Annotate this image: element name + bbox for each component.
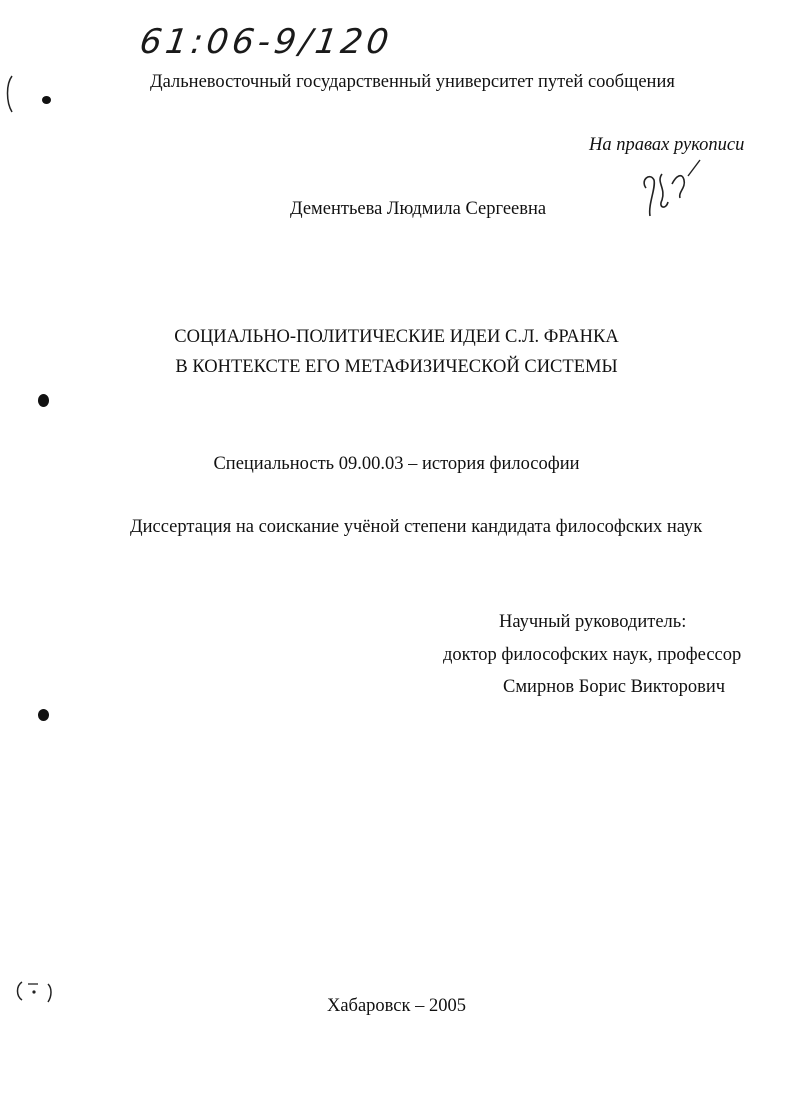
title-line-1: СОЦИАЛЬНО-ПОЛИТИЧЕСКИЕ ИДЕИ С.Л. ФРАНКА <box>174 327 619 347</box>
rights-note: На правах рукописи <box>589 135 745 155</box>
advisor-name: Смирнов Борис Викторович <box>503 677 726 697</box>
scan-mark-bottom <box>12 978 58 1013</box>
city-year: Хабаровск – 2005 <box>326 996 467 1016</box>
scan-mark-dot-3 <box>38 709 49 721</box>
title-line-2: В КОНТЕКСТЕ ЕГО МЕТАФИЗИЧЕСКОЙ СИСТЕМЫ <box>175 357 618 377</box>
scan-mark-dot-2 <box>38 394 49 407</box>
university-name: Дальневосточный государственный университет путей сообщения <box>150 72 675 92</box>
signature <box>636 158 706 222</box>
advisor-degree: доктор философских наук, профессор <box>443 645 742 665</box>
degree-statement: Диссертация на соискание учёной степени кандидата философских наук <box>130 517 703 537</box>
archive-code-handwritten: 61:06-9/120 <box>137 22 396 62</box>
advisor-label: Научный руководитель: <box>499 612 687 632</box>
scan-mark-dot-1 <box>42 96 51 104</box>
author-name: Дементьева Людмила Сергеевна <box>290 199 547 219</box>
specialty: Специальность 09.00.03 – история философии <box>213 454 580 474</box>
scan-mark-bracket-top <box>2 74 18 119</box>
